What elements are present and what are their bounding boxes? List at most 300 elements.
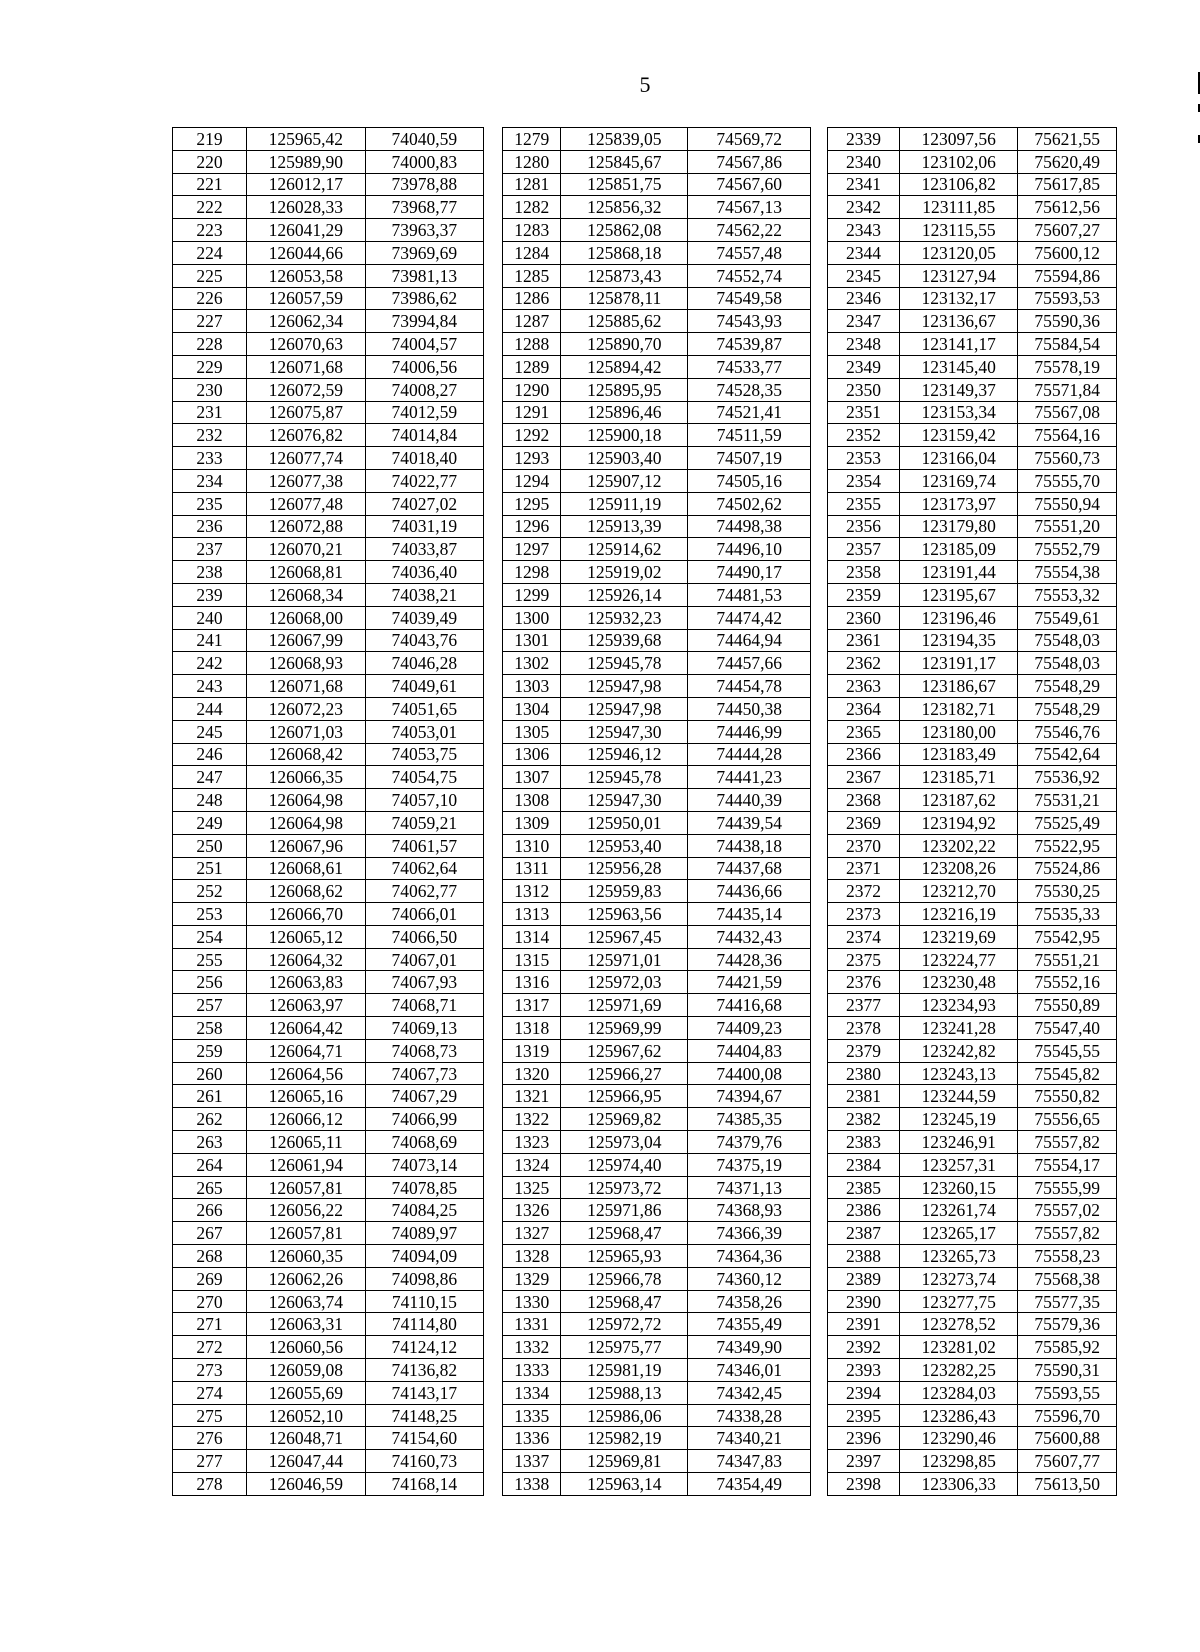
table-cell: 74066,99	[365, 1108, 484, 1131]
column-group-gap	[484, 675, 503, 698]
column-group-gap	[811, 561, 828, 584]
column-group-gap	[811, 1062, 828, 1085]
table-cell: 2339	[828, 128, 900, 151]
table-cell: 2342	[828, 196, 900, 219]
table-cell: 231	[173, 401, 247, 424]
table-cell: 1318	[503, 1017, 561, 1040]
table-cell: 123141,17	[899, 333, 1018, 356]
table-cell: 74364,36	[688, 1245, 811, 1268]
table-cell: 2357	[828, 538, 900, 561]
table-cell: 125966,95	[561, 1085, 688, 1108]
table-cell: 74446,99	[688, 720, 811, 743]
table-cell: 75557,82	[1018, 1131, 1117, 1154]
table-cell: 126076,82	[247, 424, 366, 447]
table-cell: 75551,20	[1018, 515, 1117, 538]
table-cell: 1332	[503, 1336, 561, 1359]
table-cell: 123097,56	[899, 128, 1018, 151]
table-row	[173, 538, 1117, 561]
table-cell: 242	[173, 652, 247, 675]
table-cell: 74004,57	[365, 333, 484, 356]
table-cell: 219	[173, 128, 247, 151]
table-cell: 1313	[503, 903, 561, 926]
table-cell: 74457,66	[688, 652, 811, 675]
table-cell: 75542,95	[1018, 925, 1117, 948]
table-cell: 235	[173, 492, 247, 515]
table-cell: 1286	[503, 287, 561, 310]
column-group-gap	[484, 515, 503, 538]
table-cell: 74567,13	[688, 196, 811, 219]
table-cell: 125967,62	[561, 1039, 688, 1062]
table-cell: 74481,53	[688, 583, 811, 606]
table-cell: 126068,62	[247, 880, 366, 903]
table-cell: 74038,21	[365, 583, 484, 606]
table-cell: 123260,15	[899, 1176, 1018, 1199]
table-cell: 2359	[828, 583, 900, 606]
table-cell: 74569,72	[688, 128, 811, 151]
table-cell: 2389	[828, 1267, 900, 1290]
table-cell: 125981,19	[561, 1359, 688, 1382]
table-cell: 125975,77	[561, 1336, 688, 1359]
table-cell: 126071,68	[247, 355, 366, 378]
table-cell: 125919,02	[561, 561, 688, 584]
table-cell: 74110,15	[365, 1290, 484, 1313]
table-cell: 75545,55	[1018, 1039, 1117, 1062]
column-group-gap	[811, 652, 828, 675]
table-cell: 74154,60	[365, 1427, 484, 1450]
table-cell: 123102,06	[899, 150, 1018, 173]
column-group-gap	[484, 697, 503, 720]
table-cell: 126063,31	[247, 1313, 366, 1336]
table-cell: 1334	[503, 1381, 561, 1404]
table-cell: 74094,09	[365, 1245, 484, 1268]
table-cell: 74040,59	[365, 128, 484, 151]
column-group-gap	[484, 583, 503, 606]
table-cell: 75535,33	[1018, 903, 1117, 926]
table-cell: 246	[173, 743, 247, 766]
table-cell: 1299	[503, 583, 561, 606]
table-cell: 125959,83	[561, 880, 688, 903]
column-group-gap	[811, 264, 828, 287]
table-cell: 126064,32	[247, 948, 366, 971]
table-cell: 125968,47	[561, 1290, 688, 1313]
table-cell: 73963,37	[365, 219, 484, 242]
table-cell: 75548,29	[1018, 675, 1117, 698]
table-cell: 125947,98	[561, 697, 688, 720]
table-cell: 123224,77	[899, 948, 1018, 971]
table-cell: 74069,13	[365, 1017, 484, 1040]
table-cell: 1328	[503, 1245, 561, 1268]
table-cell: 74098,86	[365, 1267, 484, 1290]
table-row	[173, 971, 1117, 994]
column-group-gap	[811, 583, 828, 606]
table-cell: 125963,56	[561, 903, 688, 926]
table-row	[173, 1359, 1117, 1382]
column-group-gap	[484, 447, 503, 470]
table-cell: 126068,00	[247, 606, 366, 629]
table-cell: 2382	[828, 1108, 900, 1131]
column-group-gap	[811, 857, 828, 880]
table-row	[173, 1062, 1117, 1085]
table-cell: 126041,29	[247, 219, 366, 242]
table-cell: 74437,68	[688, 857, 811, 880]
table-cell: 123169,74	[899, 469, 1018, 492]
table-cell: 74379,76	[688, 1131, 811, 1154]
table-cell: 75545,82	[1018, 1062, 1117, 1085]
table-cell: 263	[173, 1131, 247, 1154]
column-group-gap	[484, 971, 503, 994]
table-cell: 126046,59	[247, 1473, 366, 1496]
table-cell: 1292	[503, 424, 561, 447]
column-group-gap	[484, 128, 503, 151]
table-cell: 238	[173, 561, 247, 584]
table-cell: 1320	[503, 1062, 561, 1085]
table-cell: 123187,62	[899, 789, 1018, 812]
column-group-gap	[484, 1313, 503, 1336]
table-row	[173, 1381, 1117, 1404]
table-cell: 75593,53	[1018, 287, 1117, 310]
table-cell: 74474,42	[688, 606, 811, 629]
table-cell: 1310	[503, 834, 561, 857]
table-cell: 74036,40	[365, 561, 484, 584]
table-cell: 1327	[503, 1222, 561, 1245]
column-group-gap	[811, 994, 828, 1017]
column-group-gap	[811, 355, 828, 378]
table-cell: 74046,28	[365, 652, 484, 675]
table-row	[173, 857, 1117, 880]
table-cell: 74394,67	[688, 1085, 811, 1108]
table-cell: 74068,69	[365, 1131, 484, 1154]
table-cell: 74039,49	[365, 606, 484, 629]
table-cell: 125868,18	[561, 241, 688, 264]
table-cell: 123265,73	[899, 1245, 1018, 1268]
table-cell: 123208,26	[899, 857, 1018, 880]
table-cell: 75550,82	[1018, 1085, 1117, 1108]
table-cell: 75550,94	[1018, 492, 1117, 515]
table-cell: 75554,38	[1018, 561, 1117, 584]
table-cell: 74354,49	[688, 1473, 811, 1496]
table-cell: 1303	[503, 675, 561, 698]
table-cell: 126063,83	[247, 971, 366, 994]
column-group-gap	[484, 1336, 503, 1359]
table-cell: 123277,75	[899, 1290, 1018, 1313]
column-group-gap	[811, 1131, 828, 1154]
table-cell: 1283	[503, 219, 561, 242]
table-row	[173, 1131, 1117, 1154]
table-cell: 75607,27	[1018, 219, 1117, 242]
table-cell: 258	[173, 1017, 247, 1040]
column-group-gap	[811, 811, 828, 834]
table-row	[173, 675, 1117, 698]
table-cell: 1308	[503, 789, 561, 812]
table-cell: 75593,55	[1018, 1381, 1117, 1404]
table-cell: 2372	[828, 880, 900, 903]
column-group-gap	[484, 150, 503, 173]
table-cell: 125965,42	[247, 128, 366, 151]
table-cell: 1284	[503, 241, 561, 264]
table-cell: 243	[173, 675, 247, 698]
table-cell: 125926,14	[561, 583, 688, 606]
table-cell: 2349	[828, 355, 900, 378]
table-cell: 74404,83	[688, 1039, 811, 1062]
table-cell: 245	[173, 720, 247, 743]
table-row	[173, 1039, 1117, 1062]
table-cell: 223	[173, 219, 247, 242]
table-cell: 126063,74	[247, 1290, 366, 1313]
table-cell: 74507,19	[688, 447, 811, 470]
table-cell: 73981,13	[365, 264, 484, 287]
table-cell: 1331	[503, 1313, 561, 1336]
table-cell: 126068,81	[247, 561, 366, 584]
table-cell: 74006,56	[365, 355, 484, 378]
table-cell: 226	[173, 287, 247, 310]
table-cell: 74000,83	[365, 150, 484, 173]
table-cell: 123111,85	[899, 196, 1018, 219]
table-cell: 125862,08	[561, 219, 688, 242]
table-cell: 261	[173, 1085, 247, 1108]
column-group-gap	[484, 538, 503, 561]
table-cell: 75567,08	[1018, 401, 1117, 424]
column-group-gap	[484, 401, 503, 424]
table-cell: 73968,77	[365, 196, 484, 219]
table-cell: 1291	[503, 401, 561, 424]
table-row	[173, 766, 1117, 789]
table-cell: 254	[173, 925, 247, 948]
table-row	[173, 561, 1117, 584]
table-cell: 126053,58	[247, 264, 366, 287]
table-row	[173, 1473, 1117, 1496]
table-cell: 125968,47	[561, 1222, 688, 1245]
table-cell: 125969,81	[561, 1450, 688, 1473]
table-cell: 125856,32	[561, 196, 688, 219]
table-cell: 74400,08	[688, 1062, 811, 1085]
column-group-gap	[484, 333, 503, 356]
table-cell: 74428,36	[688, 948, 811, 971]
table-cell: 1326	[503, 1199, 561, 1222]
table-cell: 228	[173, 333, 247, 356]
column-group-gap	[484, 1199, 503, 1222]
table-cell: 74360,12	[688, 1267, 811, 1290]
table-cell: 123261,74	[899, 1199, 1018, 1222]
table-cell: 126052,10	[247, 1404, 366, 1427]
table-cell: 274	[173, 1381, 247, 1404]
column-group-gap	[811, 447, 828, 470]
column-group-gap	[811, 971, 828, 994]
column-group-gap	[811, 1039, 828, 1062]
table-cell: 75568,38	[1018, 1267, 1117, 1290]
table-cell: 2388	[828, 1245, 900, 1268]
table-row	[173, 173, 1117, 196]
table-cell: 126071,68	[247, 675, 366, 698]
table-cell: 1333	[503, 1359, 561, 1382]
table-row	[173, 1017, 1117, 1040]
table-cell: 1329	[503, 1267, 561, 1290]
table-cell: 1281	[503, 173, 561, 196]
table-cell: 125988,13	[561, 1381, 688, 1404]
column-group-gap	[811, 469, 828, 492]
table-cell: 125971,69	[561, 994, 688, 1017]
table-cell: 126068,42	[247, 743, 366, 766]
table-cell: 126070,63	[247, 333, 366, 356]
table-cell: 126070,21	[247, 538, 366, 561]
table-row	[173, 880, 1117, 903]
table-cell: 123242,82	[899, 1039, 1018, 1062]
table-cell: 236	[173, 515, 247, 538]
column-group-gap	[484, 1245, 503, 1268]
table-cell: 2343	[828, 219, 900, 242]
table-cell: 257	[173, 994, 247, 1017]
table-cell: 1319	[503, 1039, 561, 1062]
table-row	[173, 1222, 1117, 1245]
table-cell: 1297	[503, 538, 561, 561]
table-cell: 2351	[828, 401, 900, 424]
table-row	[173, 697, 1117, 720]
table-cell: 75549,61	[1018, 606, 1117, 629]
table-cell: 74049,61	[365, 675, 484, 698]
table-cell: 126063,97	[247, 994, 366, 1017]
table-cell: 268	[173, 1245, 247, 1268]
table-cell: 74432,43	[688, 925, 811, 948]
column-group-gap	[484, 378, 503, 401]
table-cell: 2367	[828, 766, 900, 789]
column-group-gap	[811, 1336, 828, 1359]
column-group-gap	[484, 1062, 503, 1085]
table-cell: 2344	[828, 241, 900, 264]
column-group-gap	[484, 1153, 503, 1176]
table-cell: 126071,03	[247, 720, 366, 743]
table-row	[173, 469, 1117, 492]
table-cell: 125878,11	[561, 287, 688, 310]
table-cell: 75612,56	[1018, 196, 1117, 219]
table-cell: 126064,98	[247, 811, 366, 834]
table-cell: 74498,38	[688, 515, 811, 538]
table-cell: 74421,59	[688, 971, 811, 994]
table-cell: 230	[173, 378, 247, 401]
column-group-gap	[484, 1108, 503, 1131]
table-cell: 2378	[828, 1017, 900, 1040]
table-cell: 1322	[503, 1108, 561, 1131]
table-cell: 123153,34	[899, 401, 1018, 424]
table-cell: 74067,93	[365, 971, 484, 994]
table-row	[173, 1404, 1117, 1427]
table-cell: 73978,88	[365, 173, 484, 196]
table-cell: 74521,41	[688, 401, 811, 424]
table-cell: 2381	[828, 1085, 900, 1108]
table-cell: 1321	[503, 1085, 561, 1108]
table-cell: 2362	[828, 652, 900, 675]
table-cell: 73994,84	[365, 310, 484, 333]
column-group-gap	[811, 1245, 828, 1268]
column-group-gap	[484, 925, 503, 948]
column-group-gap	[811, 1404, 828, 1427]
table-cell: 75585,92	[1018, 1336, 1117, 1359]
table-cell: 2397	[828, 1450, 900, 1473]
table-cell: 251	[173, 857, 247, 880]
table-cell: 1323	[503, 1131, 561, 1154]
table-row	[173, 150, 1117, 173]
table-cell: 74454,78	[688, 675, 811, 698]
table-cell: 247	[173, 766, 247, 789]
table-cell: 125945,78	[561, 766, 688, 789]
table-cell: 75542,64	[1018, 743, 1117, 766]
table-cell: 270	[173, 1290, 247, 1313]
table-row	[173, 128, 1117, 151]
table-cell: 123195,67	[899, 583, 1018, 606]
table-row	[173, 515, 1117, 538]
column-group-gap	[811, 629, 828, 652]
table-cell: 2373	[828, 903, 900, 926]
table-cell: 229	[173, 355, 247, 378]
table-cell: 2353	[828, 447, 900, 470]
table-cell: 74068,71	[365, 994, 484, 1017]
table-cell: 125972,03	[561, 971, 688, 994]
table-cell: 123278,52	[899, 1313, 1018, 1336]
table-row	[173, 925, 1117, 948]
table-cell: 74057,10	[365, 789, 484, 812]
table-row	[173, 1290, 1117, 1313]
table-cell: 74349,90	[688, 1336, 811, 1359]
table-row	[173, 834, 1117, 857]
table-cell: 125966,27	[561, 1062, 688, 1085]
table-cell: 75571,84	[1018, 378, 1117, 401]
column-group-gap	[484, 196, 503, 219]
table-cell: 123246,91	[899, 1131, 1018, 1154]
column-group-gap	[484, 1017, 503, 1040]
table-cell: 75560,73	[1018, 447, 1117, 470]
column-group-gap	[811, 1153, 828, 1176]
table-cell: 248	[173, 789, 247, 812]
column-group-gap	[811, 903, 828, 926]
table-cell: 75590,31	[1018, 1359, 1117, 1382]
table-cell: 75579,36	[1018, 1313, 1117, 1336]
column-group-gap	[811, 1381, 828, 1404]
table-row	[173, 264, 1117, 287]
table-cell: 123306,33	[899, 1473, 1018, 1496]
table-cell: 2385	[828, 1176, 900, 1199]
table-cell: 74160,73	[365, 1450, 484, 1473]
table-cell: 74014,84	[365, 424, 484, 447]
table-cell: 123186,67	[899, 675, 1018, 698]
table-cell: 278	[173, 1473, 247, 1496]
table-cell: 126057,81	[247, 1222, 366, 1245]
column-group-gap	[811, 1427, 828, 1450]
table-cell: 75613,50	[1018, 1473, 1117, 1496]
column-group-gap	[484, 766, 503, 789]
table-cell: 125945,78	[561, 652, 688, 675]
table-cell: 75555,99	[1018, 1176, 1117, 1199]
table-cell: 125986,06	[561, 1404, 688, 1427]
column-group-gap	[811, 196, 828, 219]
table-cell: 222	[173, 196, 247, 219]
table-cell: 126075,87	[247, 401, 366, 424]
table-row	[173, 219, 1117, 242]
table-cell: 1325	[503, 1176, 561, 1199]
table-row	[173, 606, 1117, 629]
table-cell: 125946,12	[561, 743, 688, 766]
table-cell: 2354	[828, 469, 900, 492]
column-group-gap	[811, 1359, 828, 1382]
table-row	[173, 903, 1117, 926]
table-cell: 74366,39	[688, 1222, 811, 1245]
table-cell: 1282	[503, 196, 561, 219]
table-cell: 1312	[503, 880, 561, 903]
table-cell: 75548,03	[1018, 629, 1117, 652]
table-cell: 266	[173, 1199, 247, 1222]
table-cell: 232	[173, 424, 247, 447]
table-cell: 75578,19	[1018, 355, 1117, 378]
table-cell: 2345	[828, 264, 900, 287]
table-cell: 126065,16	[247, 1085, 366, 1108]
table-cell: 74031,19	[365, 515, 484, 538]
